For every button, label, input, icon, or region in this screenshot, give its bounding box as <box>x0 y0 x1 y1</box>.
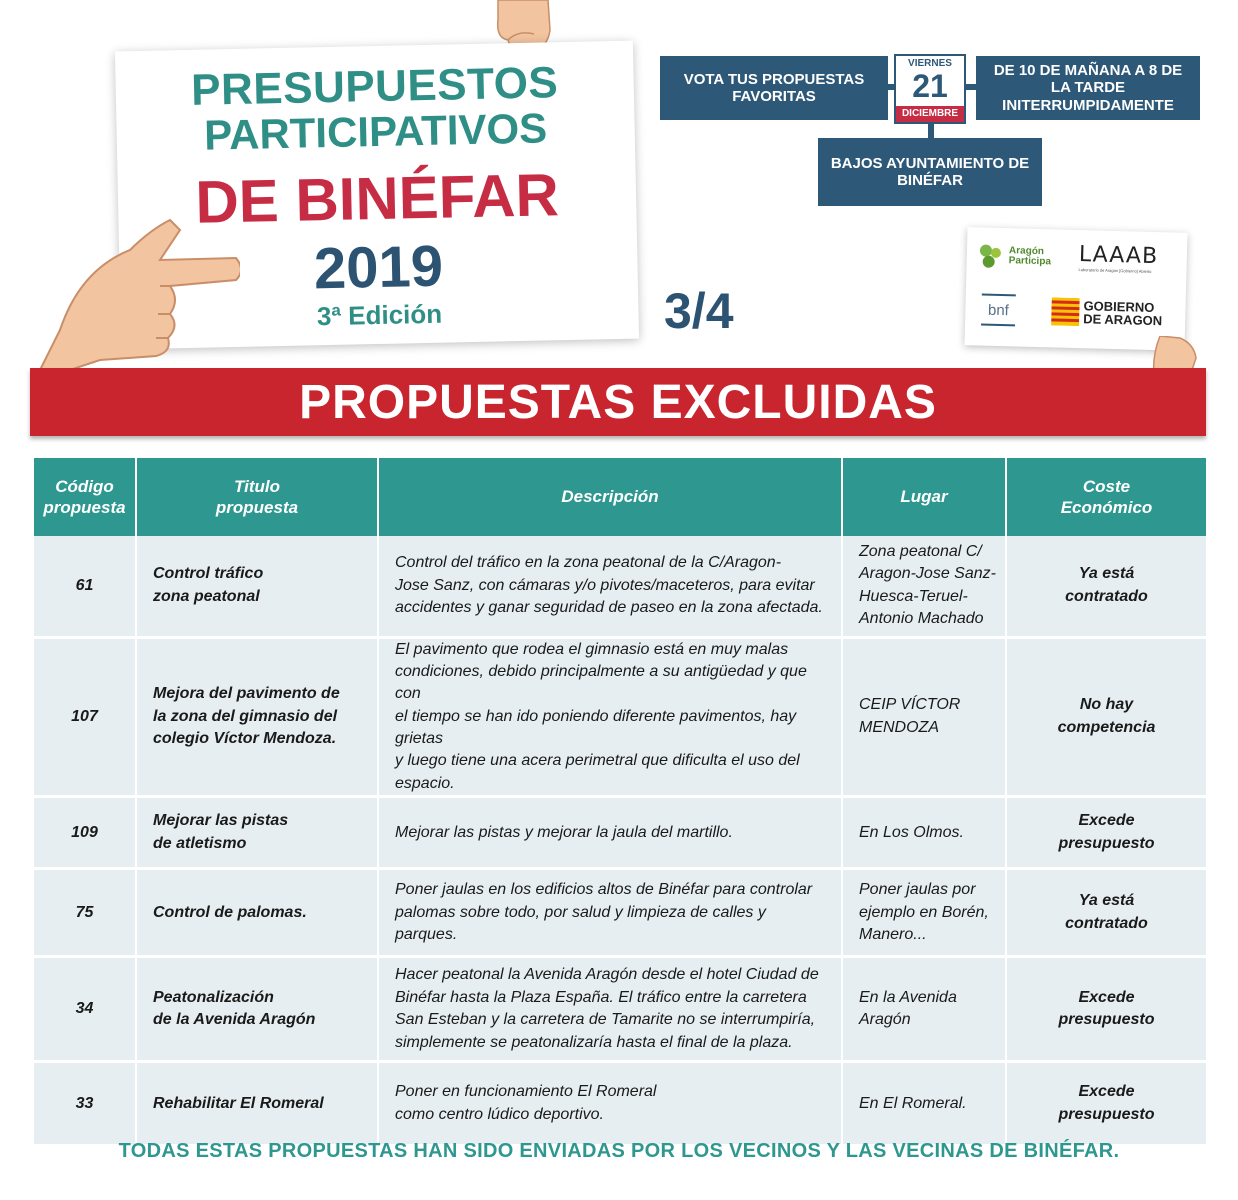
date-weekday: VIERNES <box>908 58 952 69</box>
poster-title-line3: DE BINÉFAR <box>194 161 560 236</box>
aragon-flag-icon <box>1051 297 1080 326</box>
cell-code: 33 <box>34 1062 136 1146</box>
gobierno-aragon-logo <box>1051 297 1163 328</box>
banner-title: PROPUESTAS EXCLUIDAS <box>299 375 937 429</box>
time-info-box: DE 10 DE MAÑANA A 8 DE LA TARDE INITERRUMPIDAMENTE <box>976 56 1200 120</box>
cell-title: Mejora del pavimento de la zona del gimnasio del colegio Víctor Mendoza. <box>136 637 378 797</box>
aragon-participa-line2: Participa <box>1008 255 1052 268</box>
cell-cost: Excede presupuesto <box>1006 1062 1206 1146</box>
cell-title: Control de palomas. <box>136 869 378 957</box>
poster-edition: 3ª Edición <box>316 298 443 332</box>
cell-cost: Excede presupuesto <box>1006 957 1206 1062</box>
poster-year: 2019 <box>313 233 444 302</box>
header-title: Titulo propuesta <box>136 458 378 536</box>
place-info-box: BAJOS AYUNTAMIENTO DE BINÉFAR <box>818 138 1042 206</box>
table-row <box>34 1062 1206 1146</box>
cell-code: 107 <box>34 637 136 797</box>
cell-title: Control tráfico zona peatonal <box>136 536 378 637</box>
page-indicator: 3/4 <box>664 283 734 339</box>
table-row <box>34 797 1206 869</box>
header-cost: Coste Económico <box>1006 458 1206 536</box>
table-header-row <box>34 458 1206 536</box>
cell-title: Rehabilitar El Romeral <box>136 1062 378 1146</box>
cell-cost: Ya está contratado <box>1006 869 1206 957</box>
cell-place: Poner jaulas por ejemplo en Borén, Manero... <box>842 869 1006 957</box>
cell-code: 61 <box>34 536 136 637</box>
table-row <box>34 536 1206 637</box>
logos-card <box>964 227 1187 351</box>
poster-title-line1: PRESUPUESTOS <box>190 58 559 115</box>
cell-cost: Ya está contratado <box>1006 536 1206 637</box>
table-row <box>34 869 1206 957</box>
table-row <box>34 957 1206 1062</box>
bnf-logo: bnf <box>981 294 1016 327</box>
cell-description: Control del tráfico en la zona peatonal de la C/Aragon- Jose Sanz, con cámaras y/o pivotes/maceteros, para evitar accidentes y ganar seguridad de paseo en la zona afectada. <box>378 536 842 637</box>
date-month: DICIEMBRE <box>896 106 964 122</box>
cell-description: Hacer peatonal la Avenida Aragón desde el hotel Ciudad de Binéfar hasta la Plaza España. El tráfico entre la carretera San Esteban y la carretera de Tamarite no se interrumpiría, simplemente se peatonalizaría hasta el final de la plaza. <box>378 957 842 1062</box>
proposals-table <box>34 458 1206 1147</box>
vote-info-box: VOTA TUS PROPUESTAS FAVORITAS <box>660 56 888 120</box>
table-row <box>34 637 1206 797</box>
lamb-logo-subtitle: Laboratorio de Aragón [Gobierno] Abierto <box>1078 267 1152 274</box>
poster-title-line2: PARTICIPATIVOS <box>203 104 548 159</box>
cell-place: Zona peatonal C/ Aragon-Jose Sanz- Huesca-Teruel- Antonio Machado <box>842 536 1006 637</box>
lamb-logo-text: LAAAB <box>1078 242 1159 270</box>
cell-description: Mejorar las pistas y mejorar la jaula del martillo. <box>378 797 842 869</box>
lamb-logo <box>1078 242 1158 274</box>
header-description: Descripción <box>378 458 842 536</box>
cell-place: En El Romeral. <box>842 1062 1006 1146</box>
pointing-hand-icon <box>40 210 240 370</box>
header-place: Lugar <box>842 458 1006 536</box>
aragon-participa-line1: Aragón <box>1008 244 1045 257</box>
cell-place: En Los Olmos. <box>842 797 1006 869</box>
excluded-proposals-banner <box>30 368 1206 436</box>
cell-description: El pavimento que rodea el gimnasio está en muy malas condiciones, debido principalmente a su antigüedad y que con el tiempo se han ido poniendo diferente pavimentos, hay grietas y luego tiene una acera perimetral que dificulta el uso del espacio. <box>378 637 842 797</box>
cell-cost: No hay competencia <box>1006 637 1206 797</box>
aragon-participa-logo-icon <box>976 241 1005 270</box>
cell-title: Peatonalización de la Avenida Aragón <box>136 957 378 1062</box>
header-code: Código propuesta <box>34 458 136 536</box>
footer-note: TODAS ESTAS PROPUESTAS HAN SIDO ENVIADAS POR LOS VECINOS Y LAS VECINAS DE BINÉFAR. <box>118 1140 1120 1162</box>
date-day: 21 <box>912 68 948 104</box>
cell-cost: Excede presupuesto <box>1006 797 1206 869</box>
cell-description: Poner en funcionamiento El Romeral como centro lúdico deportivo. <box>378 1062 842 1146</box>
gobierno-line2: DE ARAGON <box>1083 311 1163 329</box>
cell-code: 109 <box>34 797 136 869</box>
cell-code: 75 <box>34 869 136 957</box>
cell-description: Poner jaulas en los edificios altos de Binéfar para controlar palomas sobre todo, por salud y limpieza de calles y parques. <box>378 869 842 957</box>
cell-code: 34 <box>34 957 136 1062</box>
cell-place: En la Avenida Aragón <box>842 957 1006 1062</box>
gobierno-line1: GOBIERNO <box>1083 298 1155 316</box>
aragon-participa-logo <box>976 241 1051 271</box>
cell-title: Mejorar las pistas de atletismo <box>136 797 378 869</box>
cell-place: CEIP VÍCTOR MENDOZA <box>842 637 1006 797</box>
date-card <box>894 54 966 124</box>
